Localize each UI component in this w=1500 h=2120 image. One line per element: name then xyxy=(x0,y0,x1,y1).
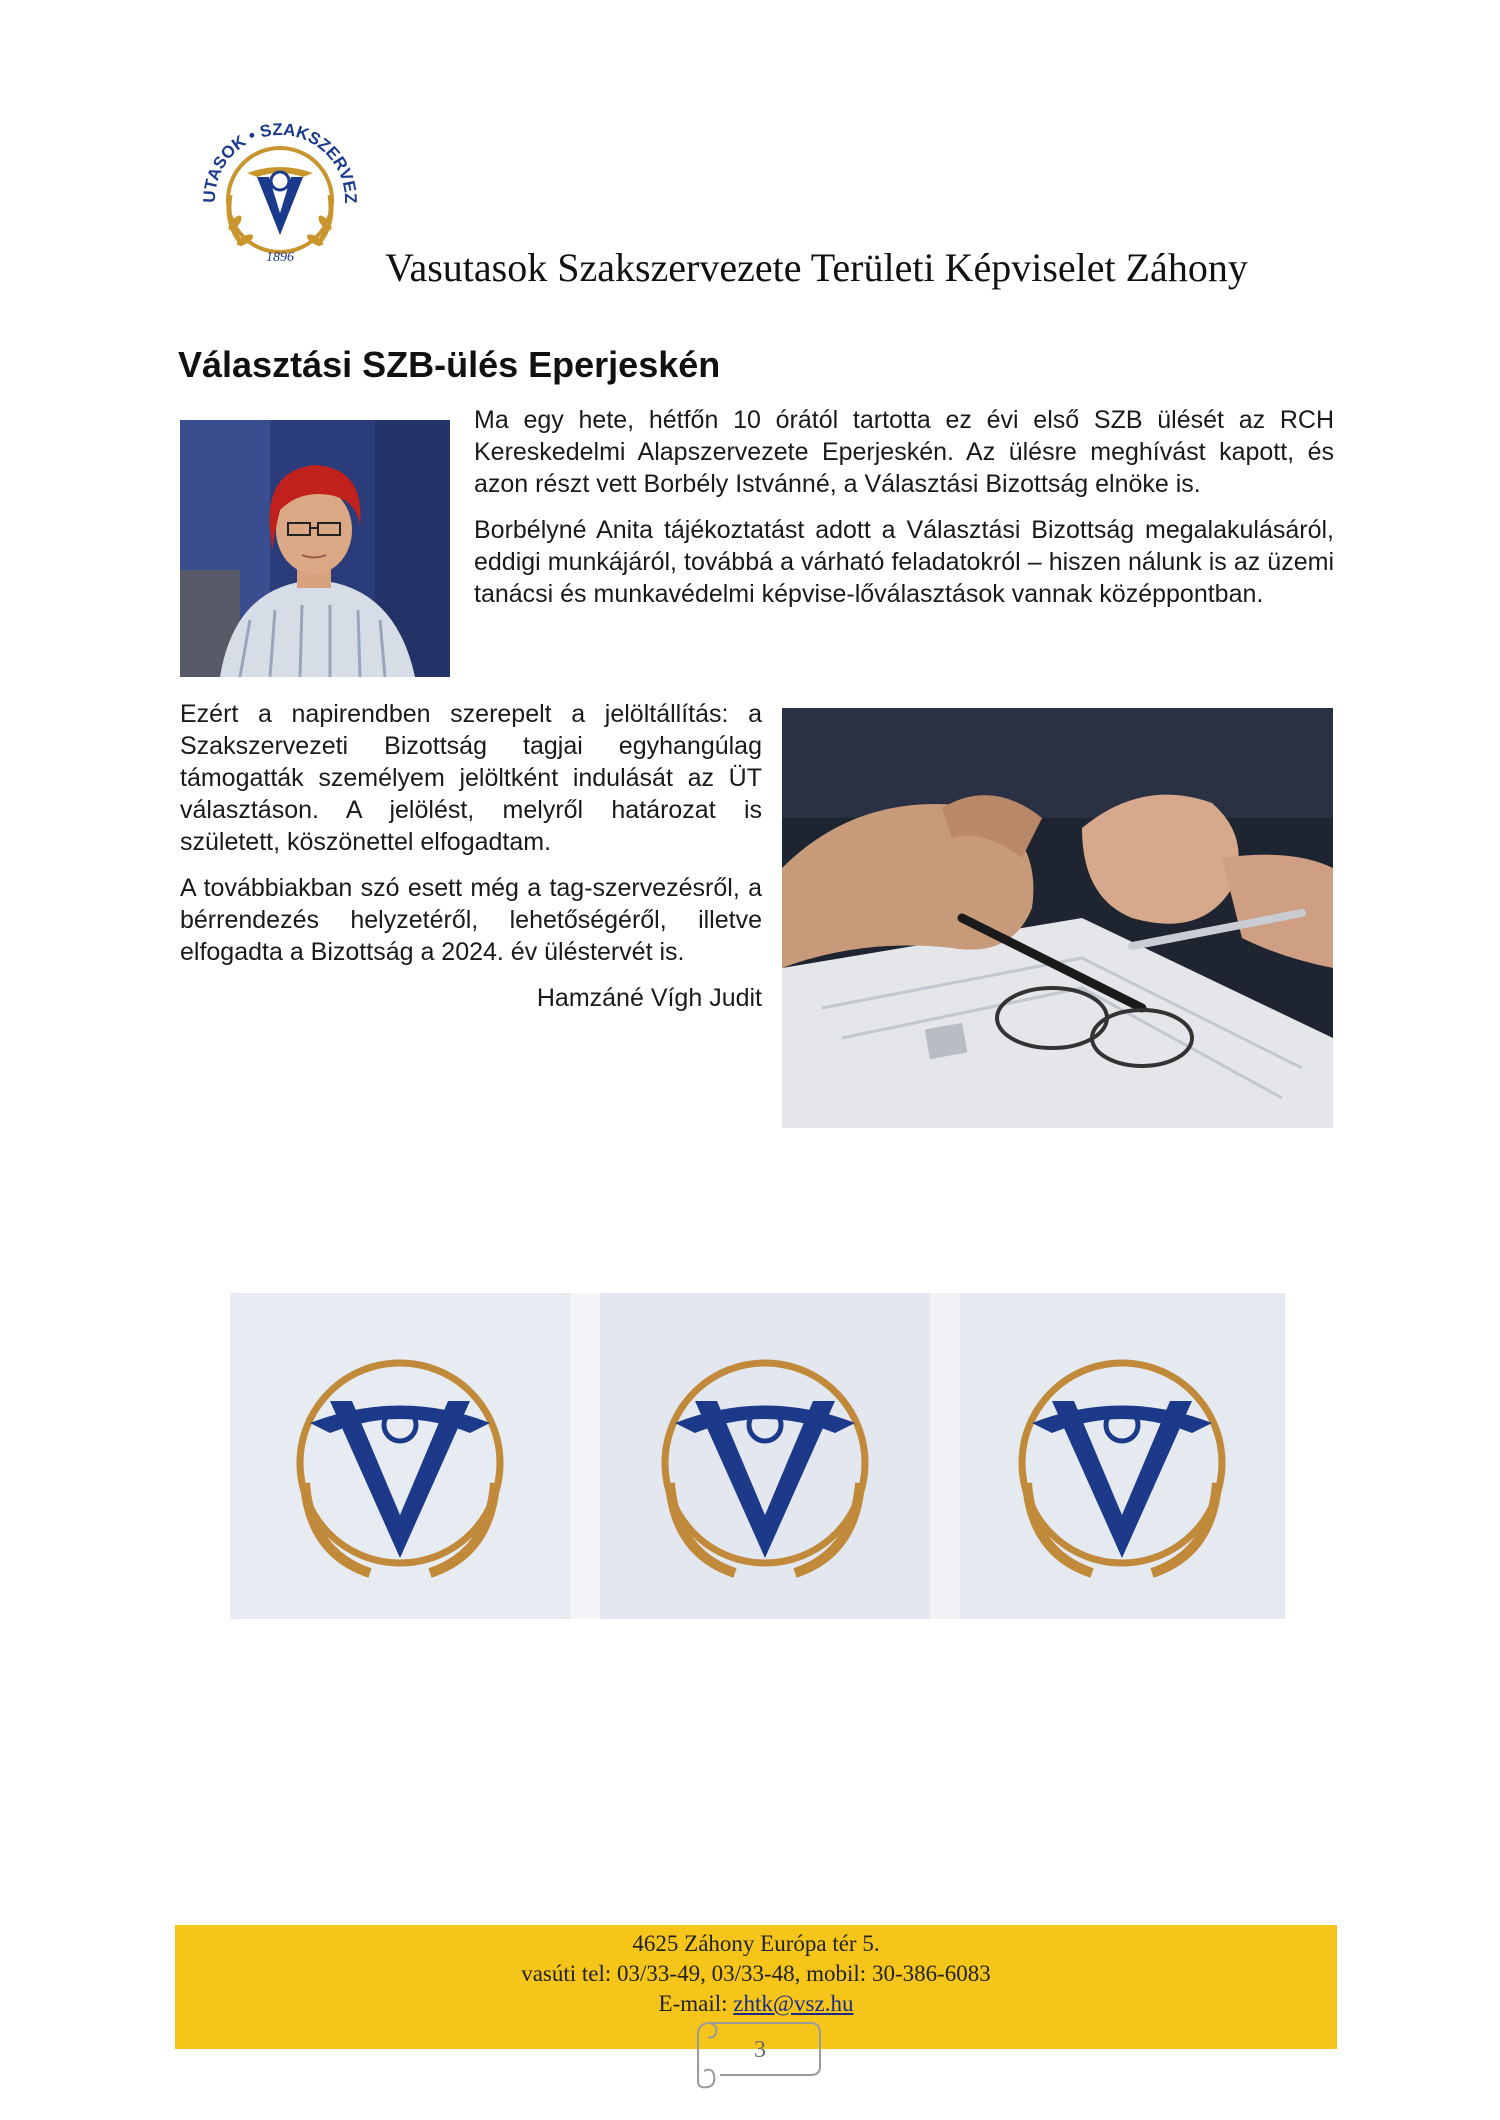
svg-text:1896: 1896 xyxy=(266,250,294,265)
footer-phones: vasúti tel: 03/33-49, 03/33-48, mobil: 30-386-6083 xyxy=(521,1961,991,1986)
article-body-column xyxy=(180,698,762,1014)
svg-text:VASUTASOK • SZAKSZERVEZETE: UTASOK • SZAKSZERVEZ xyxy=(199,119,361,204)
paragraph-2: Borbélyné Anita tájékoztatást adott a Választási Bizottság megalakulásáról, eddigi munkájáról, továbbá a várható feladatokról – hiszen nálunk is az üzemi tanácsi és munkavédelmi képvise-lőválasztások vannak középpontban. xyxy=(474,516,1334,608)
footer-email-label: E-mail: xyxy=(658,1991,728,2016)
photo-union-flags xyxy=(230,1293,1285,1619)
page-number: 3 xyxy=(754,2037,766,2063)
article-intro-column xyxy=(474,404,1334,610)
author-signature: Hamzáné Vígh Judit xyxy=(536,984,762,1012)
page-number-scroll xyxy=(690,2015,830,2093)
photo-signing-document xyxy=(782,708,1333,1128)
footer-address: 4625 Záhony Európa tér 5. xyxy=(632,1931,880,1956)
paragraph-1: Ma egy hete, hétfőn 10 órától tartotta ez évi első SZB ülését az RCH Kereskedelmi Alapszervezete Eperjeskén. Az ülésre meghívást kapott, és azon részt vett Borbély Istvánné, a Választási Bizottság elnöke is. xyxy=(474,406,1334,498)
paragraph-3: Ezért a napirendben szerepelt a jelöltállítás: a Szakszervezeti Bizottság tagjai egyhangúlag támogatták személyem jelöltként indulását az ÜT választáson. A jelölést, melyről határozat is született, köszönettel elfogadtam. xyxy=(180,700,762,856)
article-title: Választási SZB-ülés Eperjeskén xyxy=(178,344,721,385)
paragraph-4: A továbbiakban szó esett még a tag-szervezésről, a bérrendezés helyzetéről, lehetőségéről, illetve elfogadta a Bizottság a 2024. év üléstervét is. xyxy=(180,874,762,966)
photo-woman-portrait xyxy=(180,420,450,677)
footer-email-link[interactable]: zhtk@vsz.hu xyxy=(733,1991,854,2016)
org-title: Vasutasok Szakszervezete Területi Képviselet Záhony xyxy=(385,245,1248,290)
union-logo xyxy=(185,95,375,280)
union-logo-emblem xyxy=(185,95,375,280)
